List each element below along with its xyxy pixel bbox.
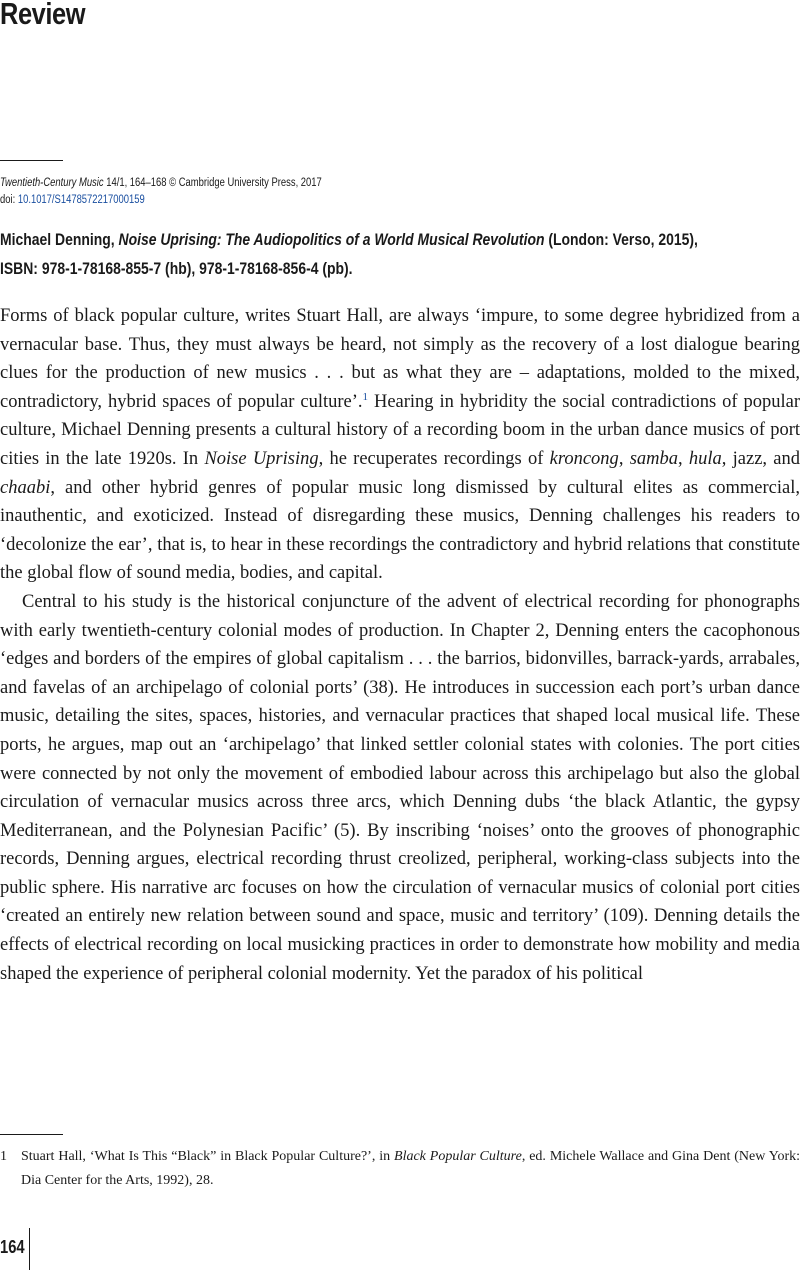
book-title: Noise Uprising: The Audiopolitics of a World Musical Revolution	[118, 230, 545, 249]
page-number: 164	[0, 1237, 25, 1257]
p1-text-l: , and other hybrid genres of popular music long dismissed by cultural elites as commercial, inauthentic, and exoticized. Instead of disregarding these musics, Denning challenges his readers to ‘decolonize the ear’, that is, to hear in these recordings the contradictory and hybrid relations that constitute the global flow of sound media, bodies, and capital.	[0, 477, 800, 584]
doi-link[interactable]: 10.1017/S1478572217000159	[17, 194, 145, 206]
p1-text-a: Forms of black popular culture, writes Stuart Hall, are always ‘impure, to some degree hybridized from a vernacular base. Thus, they must always be heard, not simply as the recovery of a lost dialogue bearing clues for the production of new musics . . . but as what they are – adaptations, molded to the mixed, contradictory, hybrid spaces of popular culture’.	[0, 306, 800, 412]
paragraph-1	[0, 302, 800, 588]
book-reference	[0, 225, 787, 283]
footnote-text-a: Stuart Hall, ‘What Is This “Black” in Black Popular Culture?’, in	[21, 1149, 395, 1164]
journal-citation: 14/1, 164–168 © Cambridge University Press, 2017	[103, 177, 322, 189]
p1-genre-kroncong: kroncong	[549, 448, 619, 469]
p1-text-b: Hearing in hybridity the social contradictions of popular culture, Michael Denning presents a cultural history of a recording boom in the urban dance musics of port cities in the late 1920s. In	[0, 391, 800, 469]
journal-info	[0, 175, 459, 209]
journal-name: Twentieth-Century Music	[0, 177, 104, 189]
doi-line	[0, 192, 459, 209]
book-isbn: ISBN: 978-1-78168-855-7 (hb), 978-1-78168-856-4 (pb).	[0, 259, 353, 278]
review-body	[0, 302, 800, 988]
footnote-text-c: , ed. Michele Wallace and Gina Dent (New York: Dia Center for the Arts, 1992), 28.	[21, 1149, 800, 1188]
doi-label: doi:	[0, 194, 18, 206]
citation-line	[0, 175, 459, 192]
book-ref-line-1	[0, 225, 787, 254]
header-rule	[0, 160, 63, 161]
page-number-rule	[29, 1228, 30, 1270]
section-heading: Review	[0, 0, 86, 31]
p1-text-j: , jazz, and	[721, 448, 800, 469]
book-publisher: (London: Verso, 2015),	[544, 230, 698, 249]
footnote-ref-1[interactable]: 1	[362, 390, 369, 403]
footnote-book-title: Black Popular Culture	[394, 1149, 522, 1164]
p1-genre-hula: hula	[688, 448, 722, 469]
paragraph-2: Central to his study is the historical conjuncture of the advent of electrical recording for phonographs with early twentieth-century colonial modes of production. In Chapter 2, Denning enters the cacophonous ‘edges and borders of the empires of global capitalism . . . the barrios, bidonvilles, barrack-yards, arrabales, and favelas of an archipelago of colonial ports’ (38). He introduces in succession each port’s urban dance music, detailing the sites, spaces, histories, and vernacular practices that shaped local musical life. These ports, he argues, map out an ‘archipelago’ that linked settler colonial states with colonies. The port cities were connected by not only the movement of embodied labour across this archipelago but also the global circulation of vernacular musics across three arcs, which Denning dubs ‘the black Atlantic, the gypsy Mediterranean, and the Polynesian Pacific’ (5). By inscribing ‘noises’ onto the grooves of phonographic records, Denning argues, electrical recording thrust creolized, peripheral, working-class subjects into the public sphere. His narrative arc focuses on how the circulation of vernacular musics of colonial port cities ‘created an entirely new relation between sound and space, music and territory’ (109). Denning details the effects of electrical recording on local musicking practices in order to demonstrate how mobility and media shaped the experience of peripheral colonial modernity. Yet the paradox of his political	[0, 591, 800, 984]
p1-text-f: ,	[618, 448, 630, 469]
footnote-rule	[0, 1134, 63, 1135]
footnote-text	[21, 1145, 800, 1193]
p1-text-h: ,	[678, 448, 689, 469]
footnote-number: 1	[0, 1149, 7, 1164]
p1-genre-chaabi: chaabi	[0, 477, 51, 498]
p1-genre-samba: samba	[629, 448, 678, 469]
p1-text-d: , he recuperates recordings of	[318, 448, 550, 469]
book-author: Michael Denning,	[0, 230, 119, 249]
footnote-1	[0, 1145, 800, 1193]
p1-book-title: Noise Uprising	[204, 448, 319, 469]
